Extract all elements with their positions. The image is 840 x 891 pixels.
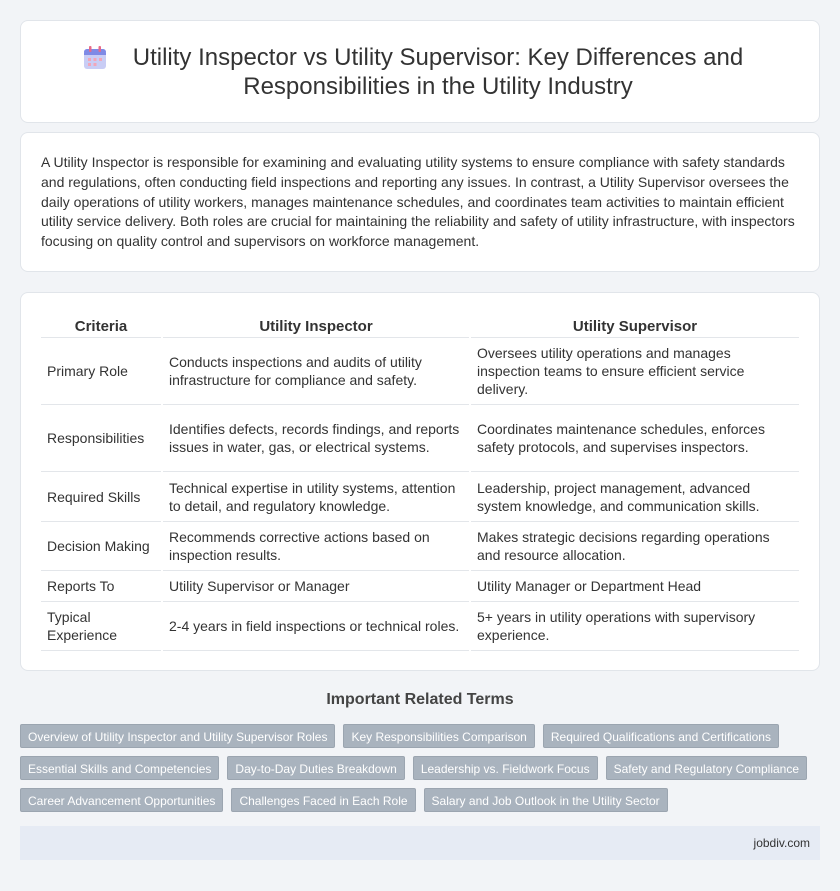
header-utility-supervisor: Utility Supervisor bbox=[470, 313, 799, 338]
related-term-tag[interactable]: Leadership vs. Fieldwork Focus bbox=[413, 756, 598, 780]
related-term-tag[interactable]: Overview of Utility Inspector and Utility Supervisor Roles bbox=[20, 724, 335, 748]
supervisor-cell: Oversees utility operations and manages inspection teams to ensure efficient service delivery. bbox=[470, 338, 799, 405]
table-row bbox=[41, 472, 799, 522]
related-term-tag[interactable]: Career Advancement Opportunities bbox=[20, 788, 223, 812]
table-header-row bbox=[41, 313, 799, 338]
criteria-cell: Responsibilities bbox=[41, 405, 162, 472]
related-terms-title: Important Related Terms bbox=[326, 691, 514, 708]
criteria-cell: Typical Experience bbox=[41, 602, 162, 651]
related-term-tag[interactable]: Required Qualifications and Certifications bbox=[543, 724, 779, 748]
inspector-cell: 2-4 years in field inspections or technical roles. bbox=[162, 602, 470, 651]
criteria-cell: Reports To bbox=[41, 571, 162, 602]
title-card bbox=[20, 20, 820, 123]
related-term-tag[interactable]: Challenges Faced in Each Role bbox=[231, 788, 415, 812]
table-row bbox=[41, 338, 799, 405]
related-term-tag[interactable]: Key Responsibilities Comparison bbox=[343, 724, 534, 748]
table-row bbox=[41, 571, 799, 602]
supervisor-cell: Leadership, project management, advanced system knowledge, and communication skills. bbox=[470, 472, 799, 522]
intro-paragraph: A Utility Inspector is responsible for examining and evaluating utility systems to ensure compliance with safety standards and regulations, often conducting field inspections and reporting any issues. In contrast, a Utility Supervisor oversees the daily operations of utility workers, manages maintenance schedules, and coordinates team activities to maintain efficient utility service delivery. Both roles are crucial for maintaining the reliability and safety of utility infrastructure, with inspectors focusing on quality control and supervisors on workforce management. bbox=[41, 154, 795, 250]
related-terms-list bbox=[20, 724, 820, 820]
criteria-cell: Decision Making bbox=[41, 522, 162, 571]
supervisor-cell: Makes strategic decisions regarding operations and resource allocation. bbox=[470, 522, 799, 571]
tag-row bbox=[20, 756, 820, 780]
inspector-cell: Conducts inspections and audits of utility infrastructure for compliance and safety. bbox=[162, 338, 470, 405]
inspector-cell: Utility Supervisor or Manager bbox=[162, 571, 470, 602]
inspector-cell: Technical expertise in utility systems, attention to detail, and regulatory knowledge. bbox=[162, 472, 470, 522]
tag-row bbox=[20, 724, 820, 748]
tag-row bbox=[20, 788, 820, 812]
related-term-tag[interactable]: Day-to-Day Duties Breakdown bbox=[227, 756, 404, 780]
comparison-table-card bbox=[20, 292, 820, 671]
inspector-cell: Recommends corrective actions based on inspection results. bbox=[162, 522, 470, 571]
related-term-tag[interactable]: Safety and Regulatory Compliance bbox=[606, 756, 807, 780]
supervisor-cell: Coordinates maintenance schedules, enforces safety protocols, and supervises inspectors. bbox=[470, 405, 799, 472]
title-wrap bbox=[52, 43, 788, 101]
criteria-cell: Primary Role bbox=[41, 338, 162, 405]
table-row bbox=[41, 405, 799, 472]
calendar-icon bbox=[82, 45, 108, 71]
footer bbox=[20, 826, 820, 860]
related-term-tag[interactable]: Salary and Job Outlook in the Utility Sector bbox=[424, 788, 668, 812]
comparison-table bbox=[41, 313, 799, 651]
page-title: Utility Inspector vs Utility Supervisor: Key Differences and Responsibilities in the Utility Industry bbox=[132, 43, 744, 100]
related-term-tag[interactable]: Essential Skills and Competencies bbox=[20, 756, 219, 780]
intro-card bbox=[20, 132, 820, 272]
header-criteria: Criteria bbox=[41, 313, 162, 338]
table-row bbox=[41, 522, 799, 571]
inspector-cell: Identifies defects, records findings, and reports issues in water, gas, or electrical systems. bbox=[162, 405, 470, 472]
header-utility-inspector: Utility Inspector bbox=[162, 313, 470, 338]
supervisor-cell: 5+ years in utility operations with supervisory experience. bbox=[470, 602, 799, 651]
criteria-cell: Required Skills bbox=[41, 472, 162, 522]
table-row bbox=[41, 602, 799, 651]
footer-site-link[interactable]: jobdiv.com bbox=[753, 836, 810, 850]
supervisor-cell: Utility Manager or Department Head bbox=[470, 571, 799, 602]
